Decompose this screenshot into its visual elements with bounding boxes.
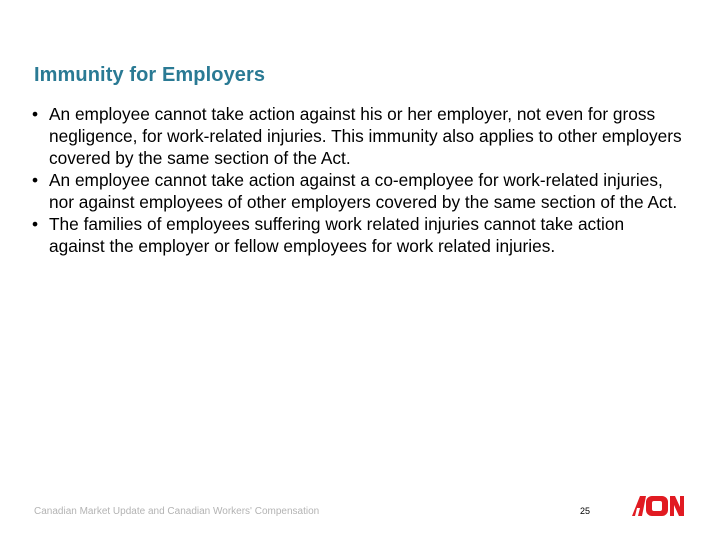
bullet-item-1: • An employee cannot take action against his or her employer, not even for gross negligence, for work-related injuries. This immunity also applies to other employers covered by the same section of the Act. — [32, 103, 682, 169]
footer-text: Canadian Market Update and Canadian Workers' Compensation — [34, 506, 320, 517]
bullet-item-3: • The families of employees suffering work related injuries cannot take action against the employer or fellow employees for work related injuries. — [32, 213, 682, 257]
bullet-item-2: • An employee cannot take action against a co-employee for work-related injuries, nor against employees of other employers covered by the same section of the Act. — [32, 169, 682, 213]
aon-logo-icon — [630, 494, 686, 518]
bullet-list — [32, 103, 682, 257]
slide-title: Immunity for Employers — [34, 64, 266, 86]
page-number: 25 — [580, 506, 591, 516]
